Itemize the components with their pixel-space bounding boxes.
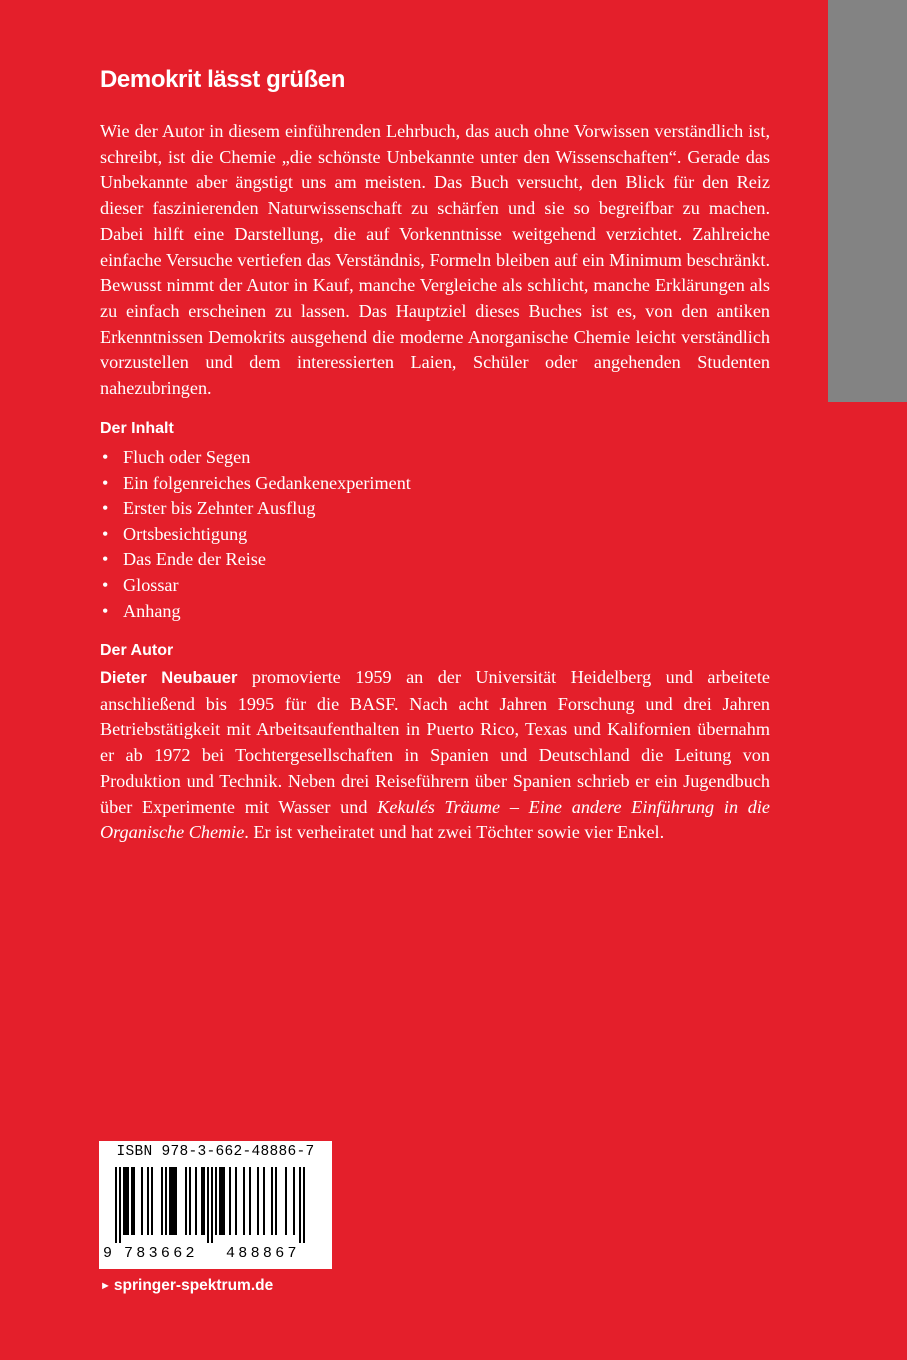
bullet-icon: •	[102, 600, 109, 621]
list-item: • Anhang	[100, 599, 411, 625]
barcode-bar	[229, 1167, 231, 1235]
barcode-bar	[127, 1167, 129, 1235]
list-item: • Fluch oder Segen	[100, 445, 411, 471]
barcode-bar	[293, 1167, 295, 1235]
bullet-icon: •	[102, 574, 109, 595]
barcode-bar	[223, 1167, 225, 1235]
barcode-bar	[151, 1167, 153, 1235]
barcode-bar	[211, 1167, 213, 1243]
list-item: • Ein folgenreiches Gedankenexperiment	[100, 471, 411, 497]
bullet-icon: •	[102, 523, 109, 544]
author-heading: Der Autor	[100, 642, 174, 659]
list-item: • Ortsbesichtigung	[100, 522, 411, 548]
barcode-bar	[201, 1167, 203, 1235]
bullet-icon: •	[102, 447, 109, 467]
barcode-bar	[141, 1167, 143, 1235]
author-bio-text-end: . Er ist verheiratet und hat zwei Töchter sowie vier Enkel.	[244, 822, 665, 843]
list-item: • Erster bis Zehnter Ausflug	[100, 496, 411, 522]
barcode-bar	[303, 1167, 305, 1243]
barcode-bar	[161, 1167, 163, 1235]
barcode-bar	[207, 1167, 209, 1243]
barcode-bar	[173, 1167, 175, 1235]
ean-right-digits: 488867	[226, 1245, 300, 1262]
barcode-bar	[189, 1167, 191, 1235]
barcode-bar	[203, 1167, 205, 1235]
barcode-bar	[215, 1167, 217, 1235]
book-reference: Kekulés Träume – Eine andere Einführung in die Organische Chemie	[100, 796, 770, 843]
barcode-bar	[275, 1167, 277, 1235]
barcode-bar	[249, 1167, 251, 1235]
publisher-link[interactable]	[100, 1277, 273, 1295]
barcode-bar	[263, 1167, 265, 1235]
bullet-icon: •	[102, 472, 109, 493]
barcode-bar	[257, 1167, 259, 1235]
book-title: Demokrit lässt grüßen	[100, 66, 345, 93]
publisher-url: springer-spektrum.de	[113, 1277, 274, 1294]
barcode-bar	[119, 1167, 121, 1243]
barcode-bar	[243, 1167, 245, 1235]
barcode-bar	[147, 1167, 149, 1235]
ean-first-digit: 9	[103, 1245, 113, 1262]
list-item: • Glossar	[100, 573, 411, 599]
isbn-barcode	[99, 1141, 332, 1269]
barcode-bar	[219, 1167, 221, 1235]
barcode-bar	[221, 1167, 223, 1235]
barcode-bar	[271, 1167, 273, 1235]
barcode-bars	[115, 1167, 315, 1243]
barcode-bar	[235, 1167, 237, 1235]
barcode-bar	[115, 1167, 117, 1243]
barcode-bar	[171, 1167, 173, 1235]
gray-side-tab	[828, 0, 907, 402]
barcode-bar	[133, 1167, 135, 1235]
barcode-bar	[285, 1167, 287, 1235]
ean-left-digits: 783662	[124, 1245, 198, 1262]
barcode-bar	[195, 1167, 197, 1235]
contents-list	[100, 445, 411, 624]
barcode-bar	[299, 1167, 301, 1243]
bullet-icon: •	[102, 498, 109, 519]
contents-heading: Der Inhalt	[100, 420, 174, 437]
barcode-bar	[131, 1167, 133, 1235]
barcode-bar	[169, 1167, 171, 1235]
author-bio-text: promovierte 1959 an der Universität Heidelberg und arbeitete anschließend bis 1995 für die BASF. Nach acht Jahren Forschung und drei Jahren Betriebstätigkeit mit Arbeitsaufenthalten in Puerto Rico, Texas und Kalifornien übernahm er ab 1972 bei Tochtergesellschaften in Spanien und Deutschland die Leitung von Produktion und Technik. Neben drei Reiseführern über Spanien schrieb er ein Jugendbuch über Experimente mit Wasser und	[100, 667, 770, 817]
intro-paragraph: Wie der Autor in diesem einführenden Lehrbuch, das auch ohne Vorwissen verständlich ist, schreibt, ist die Chemie „die schönste Unbekannte unter den Wissenschaften“. Gerade das Unbekannte aber ängstigt uns am meisten. Das Buch versucht, den Blick für den Reiz dieser faszinierenden Naturwissenschaft zu schärfen und sie so begreifbar zu machen. Dabei hilft eine Darstellung, die auf Vorkenntnisse weitgehend verzichtet. Zahlreiche einfache Versuche vertiefen das Verständnis, Formeln bleiben auf ein Minimum beschränkt. Bewusst nimmt der Autor in Kauf, manche Vergleiche als schlicht, manche Erklärungen als zu einfach erscheinen zu lassen. Das Hauptziel dieses Buches ist es, von den antiken Erkenntnissen Demokrits ausgehend die moderne Anorganische Chemie leicht verständlich vorzustellen und dem interessierten Laien, Schüler oder angehenden Studenten nahezubringen.	[100, 121, 770, 399]
barcode-bar	[175, 1167, 177, 1235]
barcode-bar	[125, 1167, 127, 1235]
barcode-bar	[165, 1167, 167, 1235]
play-arrow-icon: ►	[100, 1280, 111, 1292]
barcode-bar	[185, 1167, 187, 1235]
author-name: Dieter Neubauer	[100, 669, 238, 687]
bullet-icon: •	[102, 549, 109, 570]
barcode-bar	[123, 1167, 125, 1235]
author-paragraph	[100, 665, 770, 846]
isbn-label: ISBN 978-3-662-48886-7	[116, 1144, 315, 1160]
list-item: • Das Ende der Reise	[100, 547, 411, 573]
